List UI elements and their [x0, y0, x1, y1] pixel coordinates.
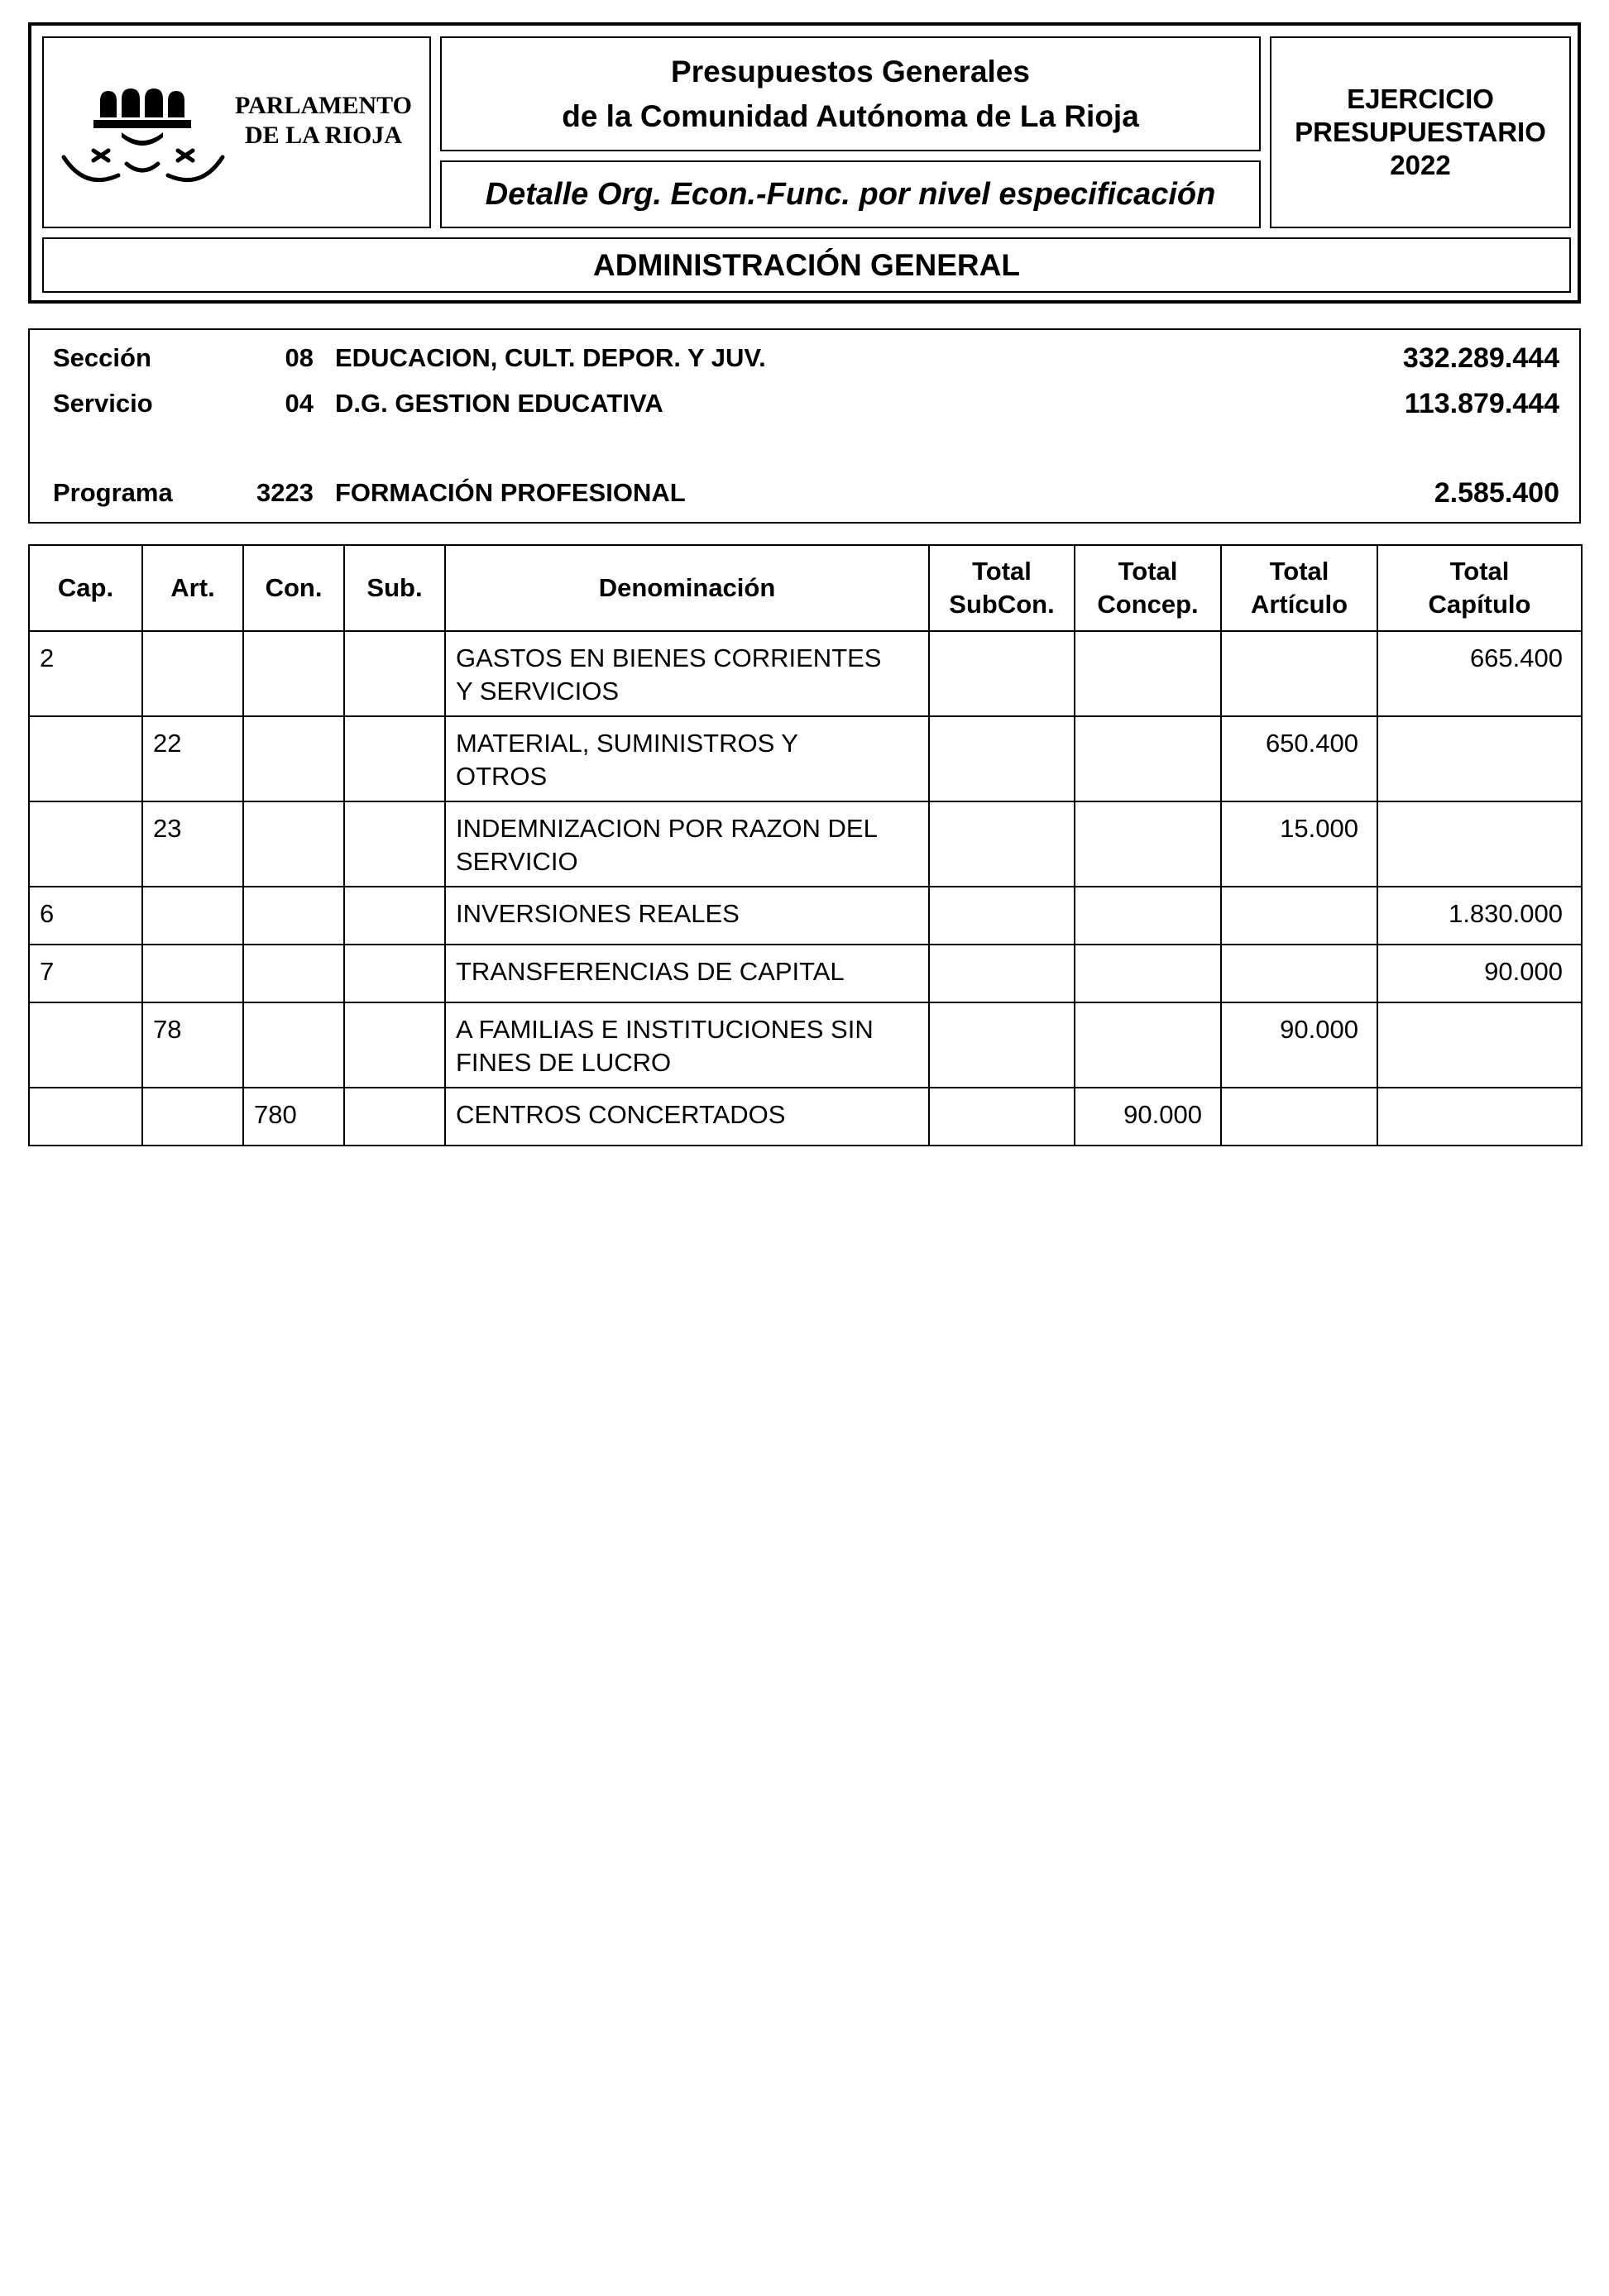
table-row	[29, 801, 1582, 887]
title-line-1: Presupuestos Generales	[671, 54, 1030, 88]
cell-capitulo	[1377, 801, 1582, 887]
cell-value	[244, 802, 343, 812]
cell-sub	[344, 801, 445, 887]
cell-value	[1222, 887, 1377, 897]
cell-concep	[1075, 1088, 1221, 1146]
cell-cap	[29, 801, 142, 887]
cell-value: 78	[153, 1015, 182, 1044]
cell-concep	[1075, 945, 1221, 1002]
cell-articulo	[1221, 1088, 1377, 1146]
cell-concep	[1075, 1002, 1221, 1088]
denominacion-line: GASTOS EN BIENES CORRIENTES	[456, 643, 882, 672]
cell-value	[930, 802, 1074, 812]
cell-value: 1.830.000	[1449, 899, 1563, 928]
cell-concep	[1075, 631, 1221, 716]
header-text-line: Con.	[265, 573, 323, 602]
denominacion-line: INVERSIONES REALES	[456, 899, 740, 928]
cell-value	[143, 632, 242, 642]
cell-value	[1075, 717, 1220, 727]
year-line-3: 2022	[1390, 150, 1451, 180]
info-label: Programa	[53, 478, 173, 507]
cell-value	[244, 887, 343, 897]
denominacion-line: A FAMILIAS E INSTITUCIONES SIN	[456, 1015, 874, 1044]
cell-value: 90.000	[1123, 1100, 1202, 1129]
cell-sub	[344, 887, 445, 945]
info-amount: 332.289.444	[1402, 342, 1559, 374]
cell-con	[243, 945, 344, 1002]
cell-value	[1378, 1003, 1581, 1013]
cell-value	[1378, 717, 1581, 727]
cell-art	[142, 716, 243, 801]
cell-value	[1378, 1088, 1581, 1098]
cell-value	[930, 1088, 1074, 1098]
logo-line-2: DE LA RIOJA	[244, 122, 403, 149]
cell-concep	[1075, 716, 1221, 801]
subtitle-box	[440, 160, 1261, 228]
cell-value	[244, 945, 343, 955]
cell-value	[345, 887, 444, 897]
info-amount: 113.879.444	[1404, 388, 1559, 419]
cell-value	[930, 632, 1074, 642]
denominacion-line: INDEMNIZACION POR RAZON DEL	[456, 814, 878, 843]
cell-value	[930, 945, 1074, 955]
cell-value	[244, 1003, 343, 1013]
cell-cap	[29, 716, 142, 801]
header-text-line: Cap.	[57, 573, 114, 602]
cell-articulo	[1221, 716, 1377, 801]
servicio-row	[30, 385, 1579, 422]
denominacion-line: Y SERVICIOS	[456, 677, 619, 706]
header-text-line: Capítulo	[1428, 590, 1531, 619]
cell-value	[1075, 632, 1220, 642]
header-text-line: Art.	[170, 573, 215, 602]
cell-cap	[29, 631, 142, 716]
cell-value	[930, 1003, 1074, 1013]
cell-value	[143, 1088, 242, 1098]
year-line-2: PRESUPUESTARIO	[1295, 117, 1546, 147]
cell-art	[142, 887, 243, 945]
cell-con	[243, 631, 344, 716]
table-row	[29, 716, 1582, 801]
year-line-1: EJERCICIO	[1347, 84, 1494, 114]
cell-den	[445, 1002, 929, 1088]
cell-con	[243, 716, 344, 801]
cell-value: 90.000	[1280, 1015, 1358, 1044]
cell-sub	[344, 631, 445, 716]
header-total-concep	[1075, 545, 1221, 631]
header-total-articulo	[1221, 545, 1377, 631]
denominacion-line: SERVICIO	[456, 847, 578, 876]
info-code: 04	[285, 389, 314, 418]
table-row	[29, 631, 1582, 716]
cell-articulo	[1221, 631, 1377, 716]
title-line-2: de la Comunidad Autónoma de La Rioja	[562, 98, 1139, 133]
cell-value	[345, 1003, 444, 1013]
table-row	[29, 1088, 1582, 1146]
denominacion-line: FINES DE LUCRO	[456, 1048, 672, 1077]
parliament-logo-emblem	[60, 74, 226, 203]
info-code: 08	[285, 343, 314, 372]
cell-value: 22	[153, 729, 182, 758]
cell-value	[30, 802, 141, 812]
cell-capitulo	[1377, 887, 1582, 945]
info-description: D.G. GESTION EDUCATIVA	[335, 389, 663, 418]
cell-con	[243, 1088, 344, 1146]
cell-value: 7	[40, 957, 55, 986]
cell-art	[142, 1088, 243, 1146]
cell-sub	[344, 945, 445, 1002]
cell-value	[345, 802, 444, 812]
cell-den	[445, 945, 929, 1002]
info-label: Sección	[53, 343, 151, 372]
cell-subcon	[929, 801, 1075, 887]
cell-value: 780	[254, 1100, 297, 1129]
header-text-line: Total	[1269, 557, 1329, 586]
seccion-row	[30, 340, 1579, 376]
header-cap	[29, 545, 142, 631]
header-art	[142, 545, 243, 631]
cell-art	[142, 631, 243, 716]
fiscal-year-box	[1270, 36, 1571, 228]
cell-value	[30, 1088, 141, 1098]
cell-subcon	[929, 631, 1075, 716]
table-body	[29, 631, 1582, 1146]
header-sub	[344, 545, 445, 631]
cell-value: 665.400	[1469, 643, 1563, 672]
cell-cap	[29, 1088, 142, 1146]
cell-value	[345, 1088, 444, 1098]
administration-title: ADMINISTRACIÓN GENERAL	[593, 247, 1020, 282]
info-description: FORMACIÓN PROFESIONAL	[335, 478, 686, 507]
header-total-subcon	[929, 545, 1075, 631]
table-row	[29, 887, 1582, 945]
cell-capitulo	[1377, 631, 1582, 716]
cell-art	[142, 801, 243, 887]
report-subtitle: Detalle Org. Econ.-Func. por nivel especificación	[485, 176, 1216, 212]
info-description: EDUCACION, CULT. DEPOR. Y JUV.	[335, 343, 766, 372]
cell-value	[30, 1003, 141, 1013]
cell-sub	[344, 716, 445, 801]
cell-value	[930, 887, 1074, 897]
header-text-line: Total	[972, 557, 1032, 586]
header-text-line: Total	[1118, 557, 1178, 586]
cell-con	[243, 887, 344, 945]
cell-value: 23	[153, 814, 182, 843]
cell-con	[243, 1002, 344, 1088]
cell-value: 90.000	[1484, 957, 1563, 986]
cell-value	[345, 717, 444, 727]
budget-classification	[28, 328, 1581, 524]
cell-concep	[1075, 887, 1221, 945]
cell-value	[1378, 802, 1581, 812]
denominacion-line: CENTROS CONCERTADOS	[456, 1100, 786, 1129]
cell-value: 2	[40, 643, 55, 672]
cell-value	[143, 887, 242, 897]
header-text-line: Total	[1449, 557, 1510, 586]
info-code: 3223	[256, 478, 314, 507]
cell-capitulo	[1377, 945, 1582, 1002]
cell-subcon	[929, 945, 1075, 1002]
cell-con	[243, 801, 344, 887]
logo-box	[42, 36, 431, 228]
cell-value	[244, 632, 343, 642]
cell-art	[142, 945, 243, 1002]
budget-detail-table	[28, 544, 1583, 1146]
info-label: Servicio	[53, 389, 153, 418]
cell-articulo	[1221, 1002, 1377, 1088]
cell-subcon	[929, 887, 1075, 945]
header-total-capitulo	[1377, 545, 1582, 631]
cell-articulo	[1221, 945, 1377, 1002]
cell-value	[1075, 1003, 1220, 1013]
header-text-line: SubCon.	[949, 590, 1055, 619]
cell-value	[1075, 945, 1220, 955]
header-denominacion	[445, 545, 929, 631]
cell-concep	[1075, 801, 1221, 887]
header-text-line: Artículo	[1250, 590, 1348, 619]
cell-articulo	[1221, 887, 1377, 945]
cell-value: 6	[40, 899, 55, 928]
cell-value	[1075, 887, 1220, 897]
logo-line-1: PARLAMENTO	[235, 92, 412, 119]
cell-capitulo	[1377, 716, 1582, 801]
cell-value	[1222, 945, 1377, 955]
cell-cap	[29, 945, 142, 1002]
table-row	[29, 1002, 1582, 1088]
cell-value	[345, 632, 444, 642]
cell-subcon	[929, 1088, 1075, 1146]
title-box	[440, 36, 1261, 151]
denominacion-line: MATERIAL, SUMINISTROS Y	[456, 729, 798, 758]
cell-sub	[344, 1002, 445, 1088]
cell-subcon	[929, 716, 1075, 801]
cell-art	[142, 1002, 243, 1088]
cell-cap	[29, 887, 142, 945]
table-row	[29, 945, 1582, 1002]
denominacion-line: TRANSFERENCIAS DE CAPITAL	[456, 957, 845, 986]
cell-value: 15.000	[1280, 814, 1358, 843]
header-text-line: Sub.	[366, 573, 423, 602]
cell-value	[30, 717, 141, 727]
document-header	[28, 22, 1581, 304]
cell-capitulo	[1377, 1088, 1582, 1146]
cell-sub	[344, 1088, 445, 1146]
cell-value: 650.400	[1265, 729, 1358, 758]
cell-den	[445, 1088, 929, 1146]
header-text-line: Concep.	[1097, 590, 1199, 619]
cell-value	[1222, 1088, 1377, 1098]
cell-value	[143, 945, 242, 955]
cell-subcon	[929, 1002, 1075, 1088]
cell-value	[1075, 802, 1220, 812]
cell-cap	[29, 1002, 142, 1088]
programa-row	[30, 475, 1579, 511]
header-text-line: Denominación	[598, 573, 776, 602]
table-header-row	[29, 545, 1582, 631]
info-amount: 2.585.400	[1434, 477, 1559, 509]
cell-den	[445, 801, 929, 887]
cell-den	[445, 887, 929, 945]
cell-value	[1222, 632, 1377, 642]
administration-band	[42, 237, 1571, 293]
parliament-name	[224, 91, 423, 151]
cell-value	[345, 945, 444, 955]
denominacion-line: OTROS	[456, 762, 548, 791]
cell-articulo	[1221, 801, 1377, 887]
cell-value	[930, 717, 1074, 727]
cell-capitulo	[1377, 1002, 1582, 1088]
header-con	[243, 545, 344, 631]
cell-den	[445, 631, 929, 716]
cell-value	[244, 717, 343, 727]
cell-den	[445, 716, 929, 801]
